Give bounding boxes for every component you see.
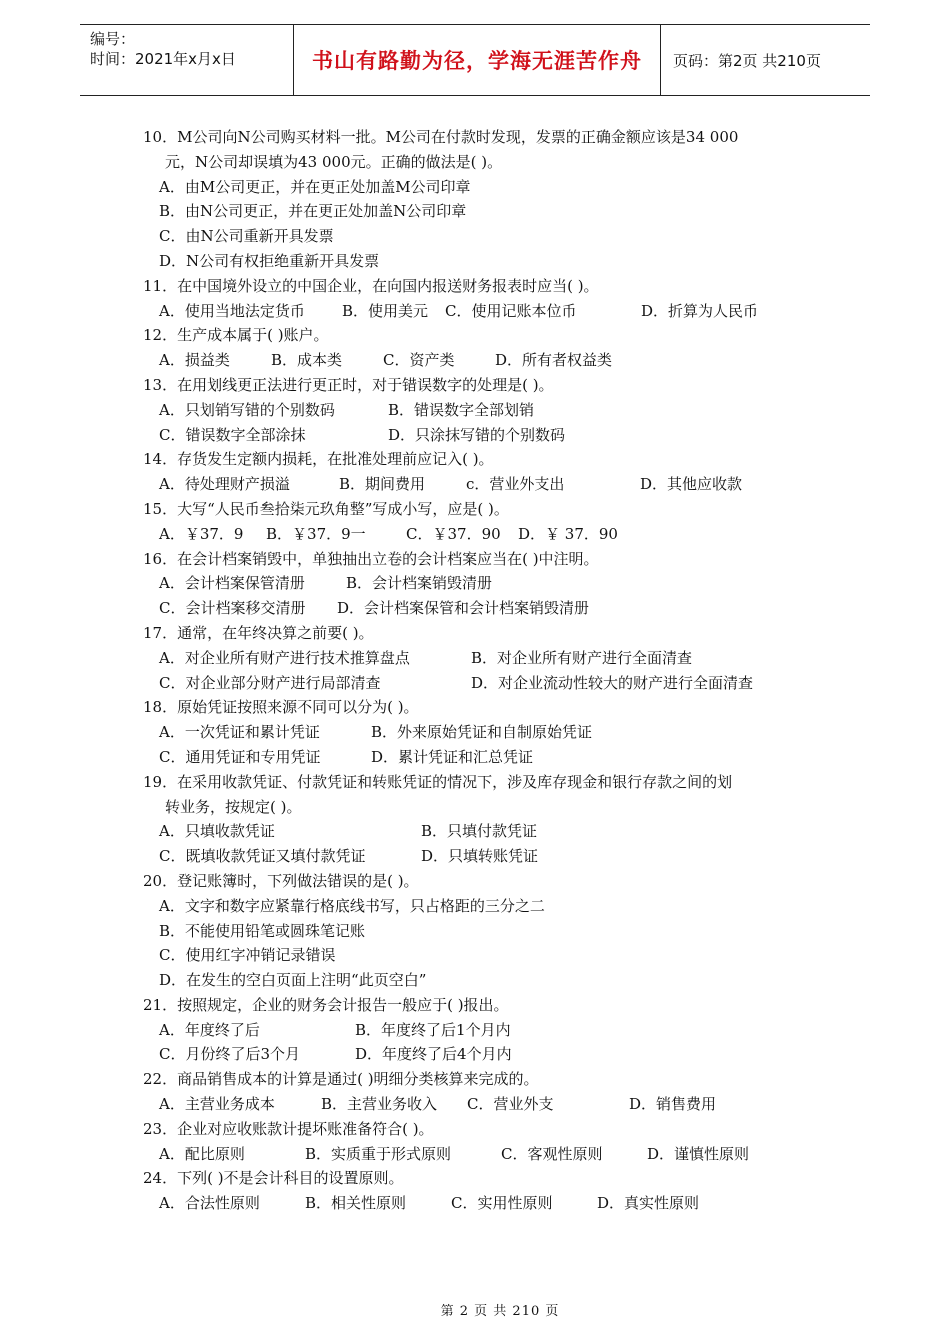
motto-text: 书山有路勤为径，学海无涯苦作舟 <box>312 49 642 73</box>
question-stem: 18．原始凭证按照来源不同可以分为( )。 <box>143 698 419 717</box>
option-row <box>143 571 823 596</box>
question-stem-continuation: 元，N公司却误填为43 000元。正确的做法是( )。 <box>165 152 503 171</box>
question-stem-continuation: 转业务，按规定( )。 <box>165 797 302 816</box>
option: D．只涂抹写错的个别数码 <box>388 425 566 444</box>
option: A．使用当地法定货币 <box>159 301 305 320</box>
question-stem: 19．在采用收款凭证、付款凭证和转账凭证的情况下，涉及库存现金和银行存款之间的划 <box>143 772 733 791</box>
question-stem: 12．生产成本属于( )账户。 <box>143 326 329 345</box>
question-stem: 13．在用划线更正法进行更正时，对于错误数字的处理是( )。 <box>143 375 554 394</box>
option: C．通用凭证和专用凭证 <box>159 747 321 766</box>
option: A．损益类 <box>159 351 230 370</box>
option: B．相关性原则 <box>305 1194 407 1213</box>
number-label: 编号： <box>90 30 136 48</box>
option-row <box>143 844 823 869</box>
option: C．由N公司重新开具发票 <box>159 227 334 246</box>
option: A．配比原则 <box>159 1144 245 1163</box>
option: B．会计档案销毁清册 <box>346 574 493 593</box>
option-row <box>143 646 823 671</box>
option-row <box>143 472 823 497</box>
option-row <box>143 720 823 745</box>
question-stem: 11．在中国境外设立的中国企业，在向国内报送财务报表时应当( )。 <box>143 276 599 295</box>
option: B．只填付款凭证 <box>421 822 538 841</box>
option: B．主营业务收入 <box>321 1095 438 1114</box>
page-header <box>80 24 870 96</box>
option: C．既填收款凭证又填付款凭证 <box>159 847 366 866</box>
option: B．由N公司更正，并在更正处加盖N公司印章 <box>159 202 467 221</box>
option-row <box>143 1142 823 1167</box>
header-motto <box>293 25 661 95</box>
option: C．会计档案移交清册 <box>159 599 306 618</box>
question-stem: 20．登记账簿时，下列做法错误的是( )。 <box>143 871 419 890</box>
question-stem: 24．下列( )不是会计科目的设置原则。 <box>143 1169 404 1188</box>
option: B．年度终了后1个月内 <box>355 1020 511 1039</box>
option: A．对企业所有财产进行技术推算盘点 <box>159 648 410 667</box>
question-stem: 21．按照规定，企业的财务会计报告一般应于( )报出。 <box>143 995 509 1014</box>
option: A．待处理财产损溢 <box>159 475 290 494</box>
option: A．由M公司更正，并在更正处加盖M公司印章 <box>159 177 471 196</box>
option-row <box>143 745 823 770</box>
option: D．累计凭证和汇总凭证 <box>371 747 534 766</box>
time-label: 时间：2021年x月x日 <box>90 50 236 68</box>
option: A．只填收款凭证 <box>159 822 275 841</box>
option: D．谨慎性原则 <box>647 1144 750 1163</box>
option: D．N公司有权拒绝重新开具发票 <box>159 251 380 270</box>
option: B．实质重于形式原则 <box>305 1144 452 1163</box>
option-row <box>143 671 823 696</box>
option: D．真实性原则 <box>597 1194 700 1213</box>
option: D．其他应收款 <box>640 475 743 494</box>
option: D．所有者权益类 <box>495 351 613 370</box>
option: D．只填转账凭证 <box>421 847 539 866</box>
option: B．不能使用铅笔或圆珠笔记账 <box>159 921 366 940</box>
option: A．一次凭证和累计凭证 <box>159 723 320 742</box>
question-stem: 10．M公司向N公司购买材料一批。M公司在付款时发现，发票的正确金额应该是34 000 <box>143 128 739 146</box>
option: c．营业外支出 <box>466 475 565 494</box>
option: C．对企业部分财产进行局部清查 <box>159 673 381 692</box>
option: C．月份终了后3个月 <box>159 1045 301 1064</box>
option: C．错误数字全部涂抹 <box>159 425 306 444</box>
option-row <box>143 1191 823 1216</box>
option: B．错误数字全部划销 <box>388 400 535 419</box>
option-row <box>143 398 823 423</box>
option: B．对企业所有财产进行全面清查 <box>471 648 693 667</box>
footer-page-number: 第 2 页 共 210 页 <box>440 1304 560 1319</box>
option: A．主营业务成本 <box>159 1095 275 1114</box>
question-stem: 22．商品销售成本的计算是通过( )明细分类核算来完成的。 <box>143 1070 539 1089</box>
option: A．年度终了后 <box>159 1020 260 1039</box>
option: A．只划销写错的个别数码 <box>159 400 335 419</box>
question-stem: 15．大写“人民币叁拾柒元玖角整”写成小写，应是( )。 <box>143 499 509 518</box>
option-row <box>143 423 823 448</box>
option-row <box>143 1042 823 1067</box>
option: C．使用记账本位币 <box>445 301 577 320</box>
option: A．文字和数字应紧靠行格底线书写，只占格距的三分之二 <box>159 896 545 915</box>
question-stem: 16．在会计档案销毁中，单独抽出立卷的会计档案应当在( )中注明。 <box>143 549 599 568</box>
option: B．外来原始凭证和自制原始凭证 <box>371 723 593 742</box>
option: D．年度终了后4个月内 <box>355 1045 512 1064</box>
page-info-text: 页码：第2页 共210页 <box>673 51 821 70</box>
option: A．￥37．9 <box>159 524 244 543</box>
header-meta <box>80 25 293 95</box>
page-footer <box>0 1300 950 1319</box>
question-stem: 17．通常，在年终决算之前要( )。 <box>143 623 374 642</box>
option: D．￥ 37．90 <box>518 524 618 543</box>
option: A．合法性原则 <box>159 1194 260 1213</box>
option-row <box>143 348 823 373</box>
option: A．会计档案保管清册 <box>159 574 305 593</box>
option-row <box>143 1092 823 1117</box>
option-row <box>143 596 823 621</box>
option: D．销售费用 <box>629 1095 717 1114</box>
option-row <box>143 1018 823 1043</box>
option: B．使用美元 <box>342 301 429 320</box>
option: C．客观性原则 <box>501 1144 603 1163</box>
option: D．折算为人民币 <box>641 301 759 320</box>
question-stem: 14．存货发生定额内损耗，在批准处理前应记入( )。 <box>143 450 494 469</box>
option: B．￥37．9一 <box>266 524 366 543</box>
option: C．营业外支 <box>467 1095 554 1114</box>
option-row <box>143 522 823 547</box>
option-row <box>143 299 823 324</box>
option: C．资产类 <box>383 351 455 370</box>
option: D．在发生的空白页面上注明“此页空白” <box>159 971 427 990</box>
option: D．对企业流动性较大的财产进行全面清查 <box>471 673 754 692</box>
option-row <box>143 819 823 844</box>
option: C．使用红字冲销记录错误 <box>159 946 336 965</box>
option: C．￥37．90 <box>406 524 501 543</box>
option: D．会计档案保管和会计档案销毁清册 <box>337 599 590 618</box>
question-stem: 23．企业对应收账款计提坏账准备符合( )。 <box>143 1119 434 1138</box>
option: C．实用性原则 <box>451 1194 553 1213</box>
option: B．成本类 <box>271 351 343 370</box>
option: B．期间费用 <box>339 475 426 494</box>
header-page-info <box>661 25 870 95</box>
question-list <box>143 125 823 1216</box>
